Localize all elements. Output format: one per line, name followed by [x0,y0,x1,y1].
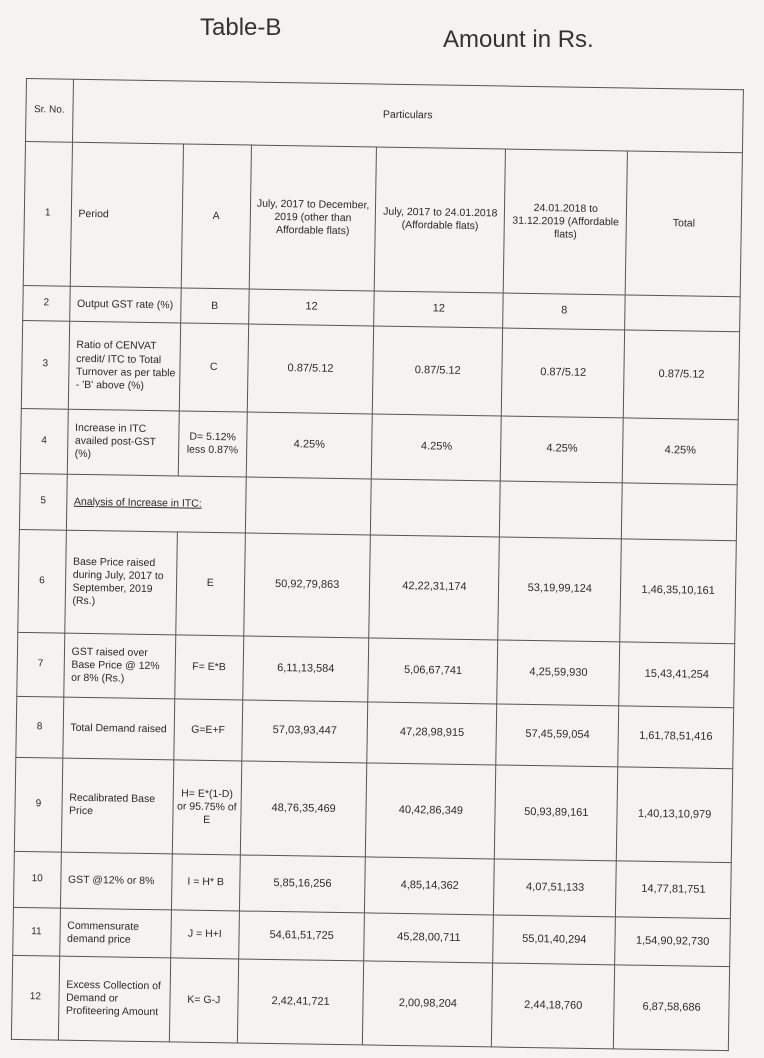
table-row [21,321,739,420]
row-col3: 4,07,51,133 [494,859,617,917]
table-row [17,632,735,708]
row-sr: 6 [18,530,66,633]
row-sr: 3 [21,321,69,409]
row-particular: Commensurate demand price [59,908,171,958]
row-total: Total [625,151,742,297]
row-total: 14,77,81,751 [616,861,732,919]
row-particular: GST raised over Base Price @ 12% or 8% (Rs.) [63,633,175,699]
row-sr: 5 [19,473,66,530]
row-sr: 2 [23,285,70,321]
row-col2: 12 [374,291,504,329]
row-code: C [179,323,248,412]
amount-unit-label: Amount in Rs. [443,26,594,53]
row-col2: 45,28,00,711 [364,913,494,963]
row-col2: 0.87/5.12 [373,326,503,416]
row-sr: 11 [13,908,60,957]
row-total: 1,40,13,10,979 [616,767,732,863]
row-sr: 7 [17,632,65,697]
row-code: G=E+F [174,699,243,761]
row-code: I = H* B [171,854,240,911]
row-col3 [500,481,623,539]
row-total: 6,87,58,686 [614,965,730,1050]
row-col2: 5,06,67,741 [368,638,498,705]
row-sr: 12 [11,956,59,1040]
profiteering-table [11,78,744,1051]
row-total [622,483,738,541]
row-sr: 4 [20,409,68,474]
row-col1: 6,11,13,584 [243,636,369,703]
row-total: 15,43,41,254 [619,641,735,708]
row-col3: 53,19,99,124 [498,537,621,641]
table-row [14,757,732,862]
row-code: J = H+I [170,910,239,959]
header-sr-no: Sr. No. [26,79,74,142]
row-col1: 12 [248,289,374,326]
row-col3: 55,01,40,294 [493,915,616,965]
row-col1: 48,76,35,469 [240,761,367,857]
analysis-heading: Analysis of Increase in ITC: [73,495,202,510]
row-particular: Excess Collection of Demand or Profiteering Amount [58,956,170,1041]
row-particular: Recalibrated Base Price [61,758,174,854]
row-col3: 4,25,59,930 [497,640,620,707]
row-total: 4.25% [622,418,738,485]
row-total: 1,46,35,10,161 [620,539,736,643]
row-col2: 4.25% [372,414,502,481]
table-row [23,141,742,296]
row-col1: 54,61,51,725 [239,911,365,961]
table-row [18,530,737,644]
row-code: F= E*B [174,634,243,700]
row-col1: 57,03,93,447 [242,700,368,763]
row-total [625,295,740,332]
row-particular: GST @12% or 8% [60,852,172,910]
header-particulars: Particulars [72,79,743,152]
row-col2: July, 2017 to 24.01.2018 (Affordable flats) [374,147,505,293]
row-particular: Ratio of CENVAT credit/ ITC to Total Turnover as per table - 'B' above (%) [68,322,180,411]
table-row [16,697,734,769]
row-code: B [180,288,249,325]
row-particular: Total Demand raised [62,697,174,759]
row-particular: Output GST rate (%) [69,286,181,323]
document-sheet [11,78,744,1051]
table-row [20,409,738,485]
row-col2: 2,00,98,204 [363,961,493,1047]
row-col1: 4.25% [246,412,372,479]
row-col2: 47,28,98,915 [367,702,497,765]
row-col1: 2,42,41,721 [237,959,364,1045]
row-col2 [371,479,501,537]
row-col1: 50,92,79,863 [244,533,371,637]
row-col2: 40,42,86,349 [366,763,497,859]
row-particular: Period [70,142,183,288]
row-total: 1,54,90,92,730 [615,917,731,967]
row-total: 0.87/5.12 [623,330,739,420]
table-title: Table-B [200,14,282,41]
row-particular [66,474,246,533]
row-code: A [181,144,251,289]
row-col1: 5,85,16,256 [239,855,365,913]
row-col3: 8 [503,293,625,330]
row-code: H= E*(1-D) or 95.75% of E [172,760,242,855]
table-row [11,956,729,1051]
row-col3: 57,45,59,054 [496,704,619,766]
row-col1: 0.87/5.12 [247,324,374,414]
row-col3: 0.87/5.12 [502,328,625,418]
row-col3: 2,44,18,760 [492,963,615,1049]
row-col3: 50,93,89,161 [495,765,618,861]
table-header-row [26,79,744,153]
row-code: K= G-J [169,958,238,1043]
row-col1 [245,477,371,535]
row-col2: 42,22,31,174 [369,535,500,639]
row-col3: 4.25% [501,416,624,483]
row-particular: Base Price raised during July, 2017 to September, 2019 (Rs.) [64,530,177,634]
row-sr: 8 [16,697,64,758]
row-code: D= 5.12% less 0.87% [178,411,247,477]
row-sr: 10 [13,851,60,908]
row-col2: 4,85,14,362 [365,857,495,915]
row-col1: July, 2017 to December, 2019 (other than Affordable flats) [249,145,377,291]
row-col3: 24.01.2018 to 31.12.2019 (Affordable flats) [504,149,628,295]
row-particular: Increase in ITC availed post-GST (%) [67,409,179,475]
row-total: 1,61,78,51,416 [618,706,734,768]
row-sr: 9 [14,757,62,852]
row-sr: 1 [23,141,72,286]
row-code: E [175,532,245,635]
